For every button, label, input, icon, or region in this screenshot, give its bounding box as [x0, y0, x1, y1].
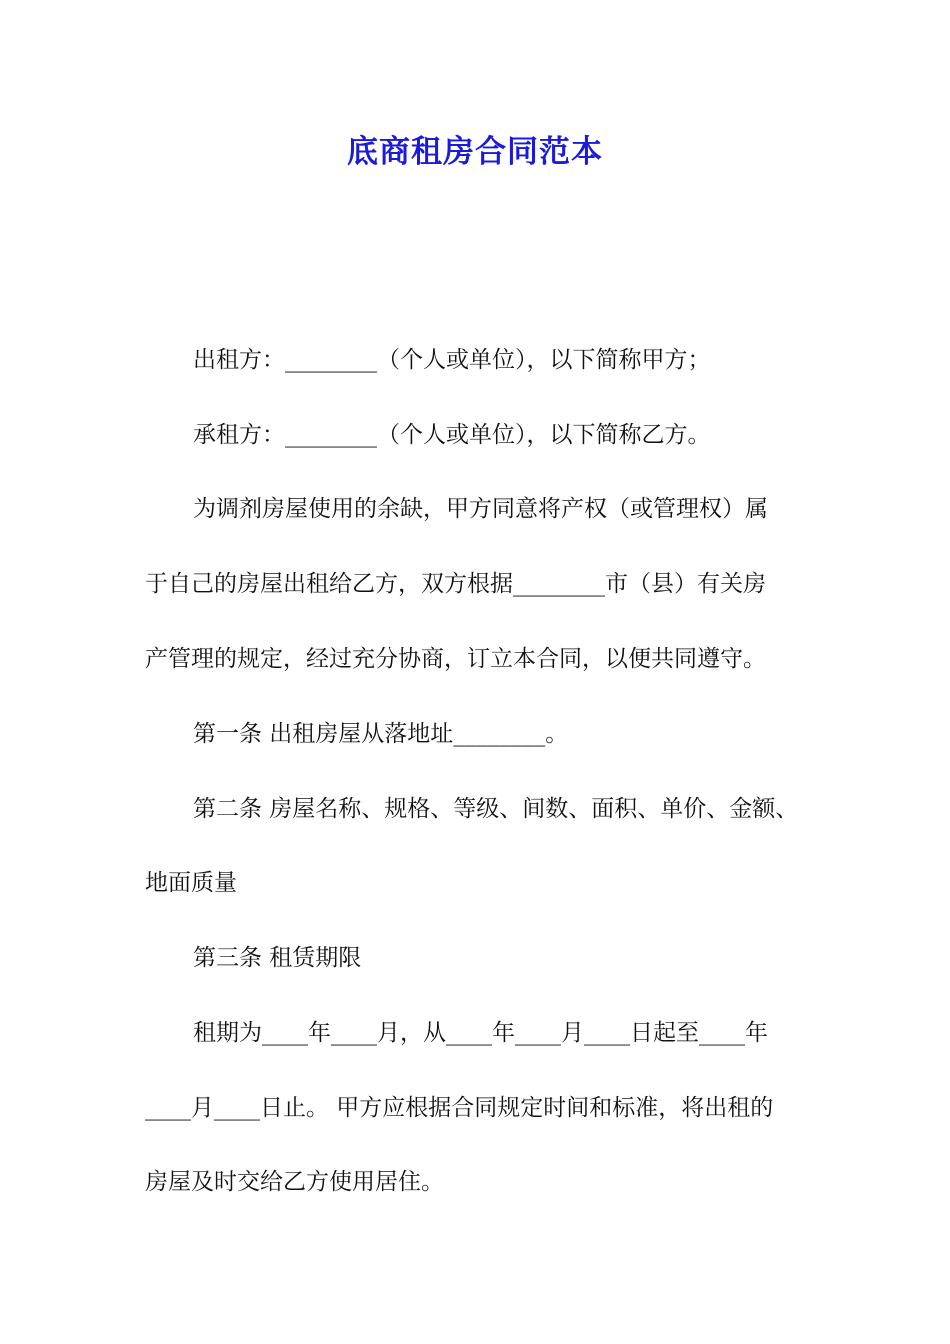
article-3-heading: 第三条 租赁期限 — [193, 945, 362, 971]
preamble-line-3: 产管理的规定，经过充分协商，订立本合同，以便共同遵守。 — [145, 646, 766, 672]
lessor-line: 出租方：________（个人或单位），以下简称甲方； — [193, 347, 711, 373]
lessee-line: 承租方：________（个人或单位），以下简称乙方。 — [193, 422, 711, 448]
lease-term-line-1: 租期为____年____月，从____年____月____日起至____年 — [193, 1020, 768, 1046]
preamble-line-1: 为调剂房屋使用的余缺，甲方同意将产权（或管理权）属 — [193, 496, 768, 522]
lease-term-line-2: ____月____日止。 甲方应根据合同规定时间和标准，将出租的 — [145, 1095, 774, 1121]
lease-term-line-3: 房屋及时交给乙方使用居住。 — [145, 1169, 444, 1195]
article-2-line-2: 地面质量 — [145, 870, 237, 896]
preamble-line-2: 于自己的房屋出租给乙方，双方根据________市（县）有关房 — [145, 571, 766, 597]
document-title: 底商租房合同范本 — [347, 134, 603, 170]
article-1-line: 第一条 出租房屋从落地址________。 — [193, 721, 569, 747]
article-2-line-1: 第二条 房屋名称、规格、等级、间数、面积、单价、金额、 — [193, 796, 799, 822]
